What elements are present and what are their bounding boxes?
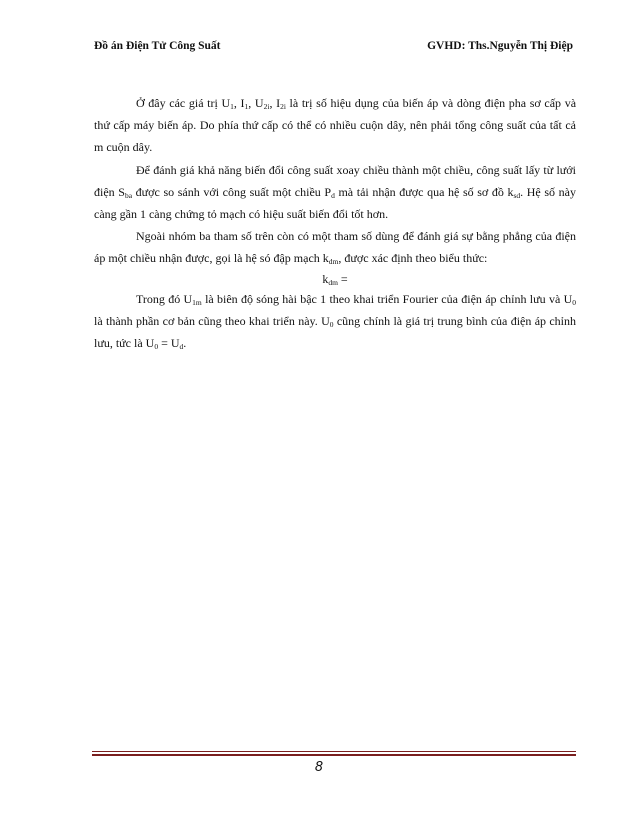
header-supervisor: GVHD: Ths.Nguyễn Thị Điệp: [427, 40, 573, 52]
document-body: [94, 92, 576, 354]
paragraph-ripple-factor: Ngoài nhóm ba tham số trên còn có một tham số dùng để đánh giá sự bằng phẳng của điện áp một chiều nhận được, gọi là hệ só đập mạch $k_{dm}$, được xác định theo biểu thức:: [94, 229, 576, 267]
formula-ripple-factor: $k_{dm}$ =: [322, 271, 348, 287]
paragraph-power-conversion: Để đánh giá khả năng biến đổi công suất xoay chiều thành một chiều, công suất lấy từ lưới điện $S_{ba}$ được so sánh với công suất một chiều $P_d$ mà tải nhận được qua hệ số sơ đồ $k_{sd}$. Hệ số này càng gần 1 càng chứng tỏ mạch có hiệu suất biến đổi tốt hơn.: [94, 162, 576, 222]
page-number: 8: [314, 760, 324, 775]
paragraph-fourier-definition: Trong đó $U_{1m}$ là biên độ sóng hài bậc 1 theo khai triển Fourier của điện áp chỉnh lưu và $U_0$ là thành phần cơ bản cũng theo khai triển này. $U_0$ cũng chính là giá trị trung bình của điện áp chỉnh lưu, tức là $U_0 = U_d$.: [94, 291, 577, 352]
footer-divider-thick: [92, 754, 576, 756]
page-header: [94, 40, 573, 56]
header-document-title: Đồ án Điện Tử Công Suất: [94, 40, 221, 52]
footer-divider-thin: [92, 751, 576, 752]
paragraph-rms-values: Ở đây các giá trị $U_1$, $I_1$, $U_{2i}$, $I_{2i}$ là trị số hiệu dụng của biến áp và dòng điện pha sơ cấp và thứ cấp máy biến áp. Do phía thứ cấp có thể có nhiều cuộn dây, nên phải tổng công suất của tất cả m cuộn dây.: [94, 96, 577, 155]
